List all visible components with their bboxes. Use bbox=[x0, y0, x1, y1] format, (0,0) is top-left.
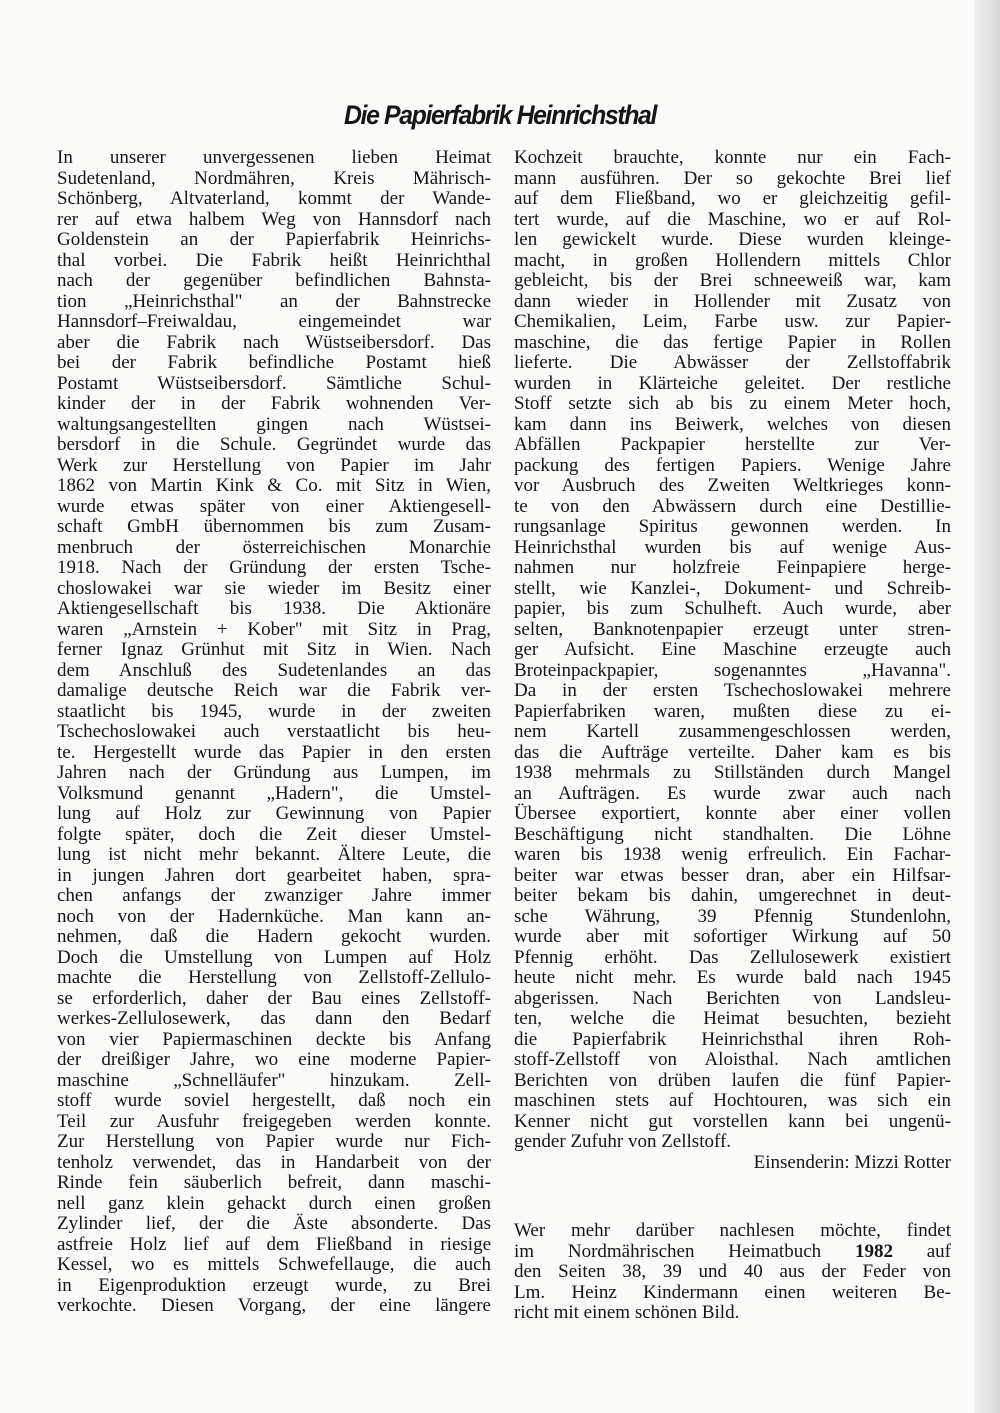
text-line: werkes-Zellulosewerk, das dann den Bedarf bbox=[57, 1008, 491, 1029]
note-line: den Seiten 38, 39 und 40 aus der Feder von bbox=[514, 1261, 951, 1282]
text-line: abgerissen. Nach Berichten von Landsleu- bbox=[514, 987, 951, 1009]
text-line: gender Zufuhr von Zellstoff. bbox=[514, 1131, 732, 1152]
text-line: menbruch der österreichischen Monarchie bbox=[57, 536, 491, 558]
note-year: 1982 bbox=[854, 1240, 893, 1262]
text-line: tenholz verwendet, das in Handarbeit von der bbox=[57, 1151, 491, 1173]
text-line: In unserer unvergessenen lieben Heimat bbox=[57, 147, 491, 168]
text-line: Kochzeit brauchte, konnte nur ein Fach- bbox=[514, 147, 951, 168]
text-line: damalige deutsche Reich war die Fabrik ver- bbox=[57, 680, 491, 701]
text-line: nahmen nur holzfreie Feinpapiere herge- bbox=[514, 557, 951, 578]
text-line: kinder der in der Fabrik wohnenden Ver- bbox=[57, 393, 491, 414]
text-line: Berichten von drüben laufen die fünf Papier- bbox=[514, 1069, 951, 1091]
text-line: Sudetenland, Nordmähren, Kreis Mährisch- bbox=[57, 167, 491, 189]
text-line: in jungen Jahren dort gearbeitet haben, spra- bbox=[57, 864, 491, 886]
text-line: staatlicht bis 1945, wurde in der zweiten bbox=[57, 700, 491, 722]
text-line: Beschäftigung nicht standhalten. Die Löhne bbox=[514, 823, 951, 845]
text-line: Kenner nicht gut vorstellen kann bei ungenü- bbox=[514, 1110, 951, 1132]
text-line: 1862 von Martin Kink & Co. mit Sitz in Wien, bbox=[57, 475, 491, 496]
text-line: noch von der Hadernküche. Man kann an- bbox=[57, 905, 491, 927]
text-line: Tschechoslowakei auch verstaatlicht bis heu- bbox=[57, 721, 491, 742]
text-line: maschine „Schnelläufer" hinzukam. Zell- bbox=[57, 1069, 491, 1091]
text-line: Rinde fein säuberlich befreit, dann maschi- bbox=[57, 1172, 491, 1193]
text-line: papier, bis zum Schulheft. Auch wurde, aber bbox=[514, 598, 951, 619]
text-line: wurden in Klärteiche geleitet. Der restliche bbox=[514, 372, 951, 394]
text-line: rer auf etwa halbem Weg von Hannsdorf nach bbox=[57, 208, 491, 230]
text-line: Da in der ersten Tschechoslowakei mehrere bbox=[514, 680, 951, 701]
text-line: in Eigenproduktion erzeugt wurde, zu Brei bbox=[57, 1274, 491, 1296]
text-line: machte die Herstellung von Zellstoff-Zellulo- bbox=[57, 967, 491, 988]
text-line: mann ausführen. Der so gekochte Brei lief bbox=[514, 167, 951, 189]
text-line: folgte später, doch die Zeit dieser Umstel- bbox=[57, 823, 491, 845]
text-line: packung des fertigen Papiers. Wenige Jahre bbox=[514, 454, 951, 476]
text-line: Übersee exportiert, konnte aber einer vollen bbox=[514, 803, 951, 824]
text-line: waren „Arnstein + Kober" mit Sitz in Prag, bbox=[57, 618, 491, 640]
text-line: 1938 mehrmals zu Stillständen durch Mangel bbox=[514, 762, 951, 783]
text-line: die Papierfabrik Heinrichsthal ihren Roh- bbox=[514, 1028, 951, 1050]
text-line: lung ist nicht mehr bekannt. Ältere Leute, die bbox=[57, 844, 491, 865]
text-line: waltungsangestellten gingen nach Wüstsei- bbox=[57, 413, 491, 435]
text-line: Aktiengesellschaft bis 1938. Die Aktionäre bbox=[57, 598, 491, 619]
text-line: Goldenstein an der Papierfabrik Heinrichs- bbox=[57, 229, 491, 250]
text-line: tert wurde, auf die Maschine, wo er auf Rol- bbox=[514, 208, 951, 230]
note-line: richt mit einem schönen Bild. bbox=[514, 1302, 740, 1323]
text-line: 1918. Nach der Gründung der ersten Tsche- bbox=[57, 557, 491, 578]
text-line: stoff-Zellstoff von Aloisthal. Nach amtlichen bbox=[514, 1049, 951, 1070]
right-column bbox=[514, 148, 951, 1173]
text-line: Schönberg, Altvaterland, kommt der Wande- bbox=[57, 188, 491, 209]
text-line: dem Anschluß des Sudetenlandes an das bbox=[57, 659, 491, 681]
text-line: Chemikalien, Leim, Farbe usw. zur Papier- bbox=[514, 311, 951, 332]
note-line: Wer mehr darüber nachlesen möchte, findet bbox=[514, 1220, 951, 1241]
text-line: kam dann ins Beiwerk, welches von diesen bbox=[514, 413, 951, 435]
text-line: te von den Abwässern durch eine Destillie- bbox=[514, 495, 951, 517]
note-line: Lm. Heinz Kindermann einen weiteren Be- bbox=[514, 1281, 951, 1303]
text-line: Zylinder lief, der die Äste absonderte. Das bbox=[57, 1213, 491, 1234]
reference-note bbox=[514, 1221, 951, 1324]
text-line: aber die Fabrik nach Wüstseibersdorf. Das bbox=[57, 331, 491, 353]
text-line: nell ganz klein gehackt durch einen großen bbox=[57, 1192, 491, 1214]
text-line: Broteinpackpapier, sogenanntes „Havanna". bbox=[514, 659, 951, 681]
text-line: stoff wurde soviel hergestellt, daß noch ein bbox=[57, 1090, 491, 1111]
text-line: nach der gegenüber befindlichen Bahnsta- bbox=[57, 270, 491, 291]
text-line: das die Aufträge verteilte. Daher kam es bis bbox=[514, 741, 951, 763]
text-line: choslowakei war sie wieder im Besitz einer bbox=[57, 577, 491, 599]
text-line: bersdorf in die Schule. Gegründet wurde das bbox=[57, 434, 491, 455]
text-line: Heinrichsthal wurden bis auf wenige Aus- bbox=[514, 536, 951, 558]
text-line: beiter bekam bis dahin, umgerechnet in deut- bbox=[514, 885, 951, 906]
text-line: macht, in großen Hollendern mittels Chlor bbox=[514, 249, 951, 271]
text-line: Stoff setzte sich ab bis zu einem Meter hoch, bbox=[514, 393, 951, 414]
text-line: Doch die Umstellung von Lumpen auf Holz bbox=[57, 946, 491, 968]
text-line: Hannsdorf–Freiwaldau, eingemeindet war bbox=[57, 311, 491, 332]
text-line: an Aufträgen. Es wurde zwar auch nach bbox=[514, 782, 951, 804]
author-signature: Einsenderin: Mizzi Rotter bbox=[753, 1151, 951, 1173]
text-line: tion „Heinrichsthal" an der Bahnstrecke bbox=[57, 290, 491, 312]
text-line: ger Aufsicht. Eine Maschine erzeugte auch bbox=[514, 639, 951, 660]
text-line: chen anfangs der zwanziger Jahre immer bbox=[57, 885, 491, 906]
text-line: nem Kartell zusammengeschlossen werden, bbox=[514, 721, 951, 742]
text-line: nehmen, daß die Hadern gekocht wurden. bbox=[57, 926, 491, 947]
text-line: wurde etwas später von einer Aktiengesell- bbox=[57, 495, 491, 517]
text-line: Jahren nach der Gründung aus Lumpen, im bbox=[57, 762, 491, 783]
text-line: dann wieder in Hollender mit Zusatz von bbox=[514, 290, 951, 312]
article-title: Die Papierfabrik Heinrichsthal bbox=[343, 100, 656, 130]
text-line: Volksmund genannt „Hadern", die Umstel- bbox=[57, 782, 491, 804]
text-line: heute nicht mehr. Es wurde bald nach 1945 bbox=[514, 967, 951, 988]
note-text: auf bbox=[892, 1240, 951, 1262]
text-line: te. Hergestellt wurde das Papier in den ersten bbox=[57, 741, 491, 763]
text-line: astfreie Holz lief auf dem Fließband in riesige bbox=[57, 1233, 491, 1255]
text-line: ten, welche die Heimat besuchten, bezieht bbox=[514, 1008, 951, 1029]
text-line: Teil zur Ausfuhr freigegeben werden konnte. bbox=[57, 1110, 491, 1132]
left-column bbox=[57, 148, 491, 1317]
text-line: beiter war etwas besser dran, aber ein Hilfsar- bbox=[514, 864, 951, 886]
text-line: sche Währung, 39 Pfennig Stundenlohn, bbox=[514, 905, 951, 927]
text-line: Postamt Wüstseibersdorf. Sämtliche Schul- bbox=[57, 372, 491, 394]
text-line: waren bis 1938 wenig erfreulich. Ein Fachar- bbox=[514, 844, 951, 865]
text-line: se erforderlich, daher der Bau eines Zellstoff- bbox=[57, 987, 491, 1009]
text-line: auf dem Fließband, wo er gleichzeitig gefil- bbox=[514, 188, 951, 209]
text-line: selten, Banknotenpapier erzeugt unter stren- bbox=[514, 618, 951, 640]
text-line: schaft GmbH übernommen bis zum Zusam- bbox=[57, 516, 491, 537]
note-text: im Nordmährischen Heimatbuch bbox=[514, 1240, 855, 1262]
text-line: Papierfabriken waren, mußten diese zu ei- bbox=[514, 700, 951, 722]
text-line: gebleicht, bis der Brei schneeweiß war, kam bbox=[514, 270, 951, 291]
text-line: der dreißiger Jahre, wo eine moderne Papier- bbox=[57, 1049, 491, 1070]
text-line: verkochte. Diesen Vorgang, der eine längere bbox=[57, 1295, 491, 1316]
text-line: Abfällen Packpapier herstellte zur Ver- bbox=[514, 434, 951, 455]
text-line: vor Ausbruch des Zweiten Weltkrieges konn- bbox=[514, 475, 951, 496]
text-line: von vier Papiermaschinen deckte bis Anfang bbox=[57, 1028, 491, 1050]
text-line: Werk zur Herstellung von Papier im Jahr bbox=[57, 454, 491, 476]
text-line: wurde aber mit sofortiger Wirkung auf 50 bbox=[514, 926, 951, 947]
text-line: maschinen stets auf Hochtouren, was sich ein bbox=[514, 1090, 951, 1111]
text-line: stellt, wie Kanzlei-, Dokument- und Schreib- bbox=[514, 577, 951, 599]
text-line: Zur Herstellung von Papier wurde nur Fich- bbox=[57, 1131, 491, 1152]
text-line: maschine, die das fertige Papier in Rollen bbox=[514, 331, 951, 353]
text-line: ferner Ignaz Grünhut mit Sitz in Wien. Nach bbox=[57, 639, 491, 660]
text-line: lieferte. Die Abwässer der Zellstoffabrik bbox=[514, 352, 951, 373]
text-line: bei der Fabrik befindliche Postamt hieß bbox=[57, 352, 491, 373]
text-line: thal vorbei. Die Fabrik heißt Heinrichthal bbox=[57, 249, 491, 271]
text-line: len gewickelt wurde. Diese wurden kleinge- bbox=[514, 229, 951, 250]
text-line: Kessel, wo es mittels Schwefellauge, die auch bbox=[57, 1254, 491, 1275]
text-line: Pfennig erhöht. Das Zellulosewerk existiert bbox=[514, 946, 951, 968]
scan-edge bbox=[974, 0, 1000, 1413]
text-line: rungsanlage Spiritus gewonnen werden. In bbox=[514, 516, 951, 537]
note-line bbox=[514, 1242, 951, 1263]
text-line: lung auf Holz zur Gewinnung von Papier bbox=[57, 803, 491, 824]
